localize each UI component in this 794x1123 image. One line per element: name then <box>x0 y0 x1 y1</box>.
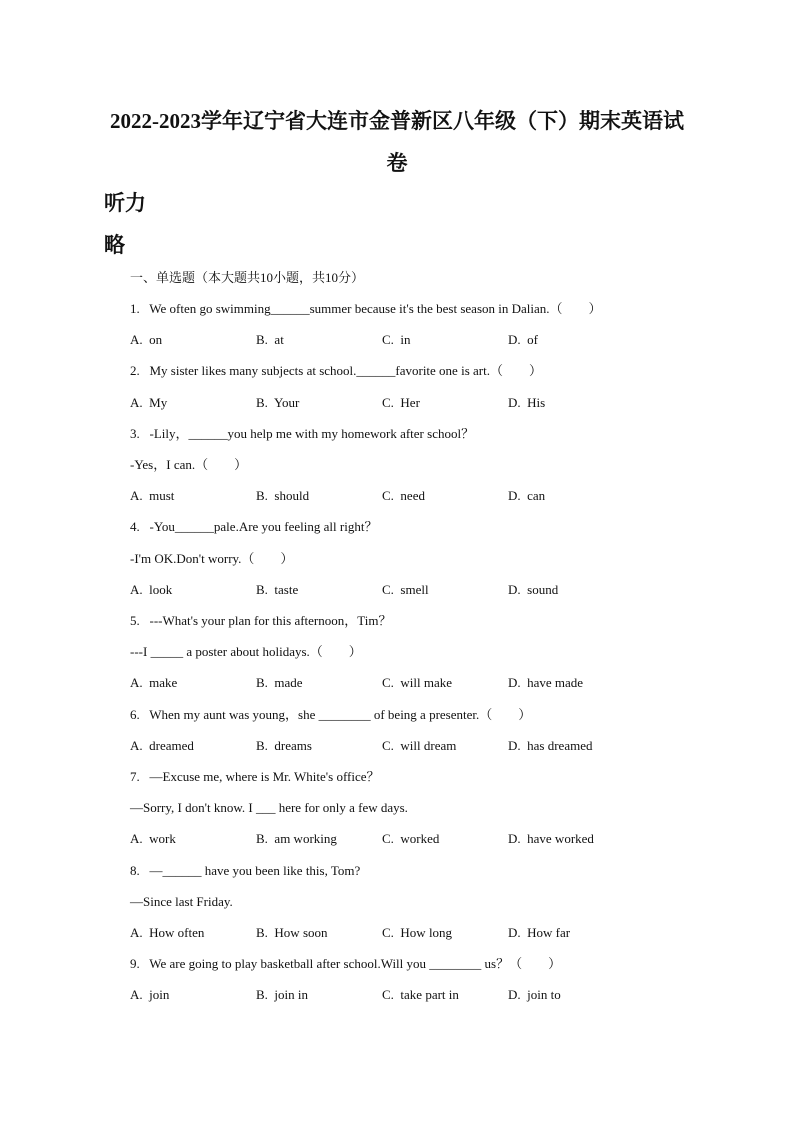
question-stem: 7. —Excuse me, where is Mr. White's office？ <box>130 769 380 784</box>
document-title <box>60 100 734 184</box>
question-stem: 3. -Lily，______you help me with my homework after school？ <box>130 425 475 441</box>
answer-option-d: D. of <box>508 332 538 348</box>
question-stem: 4. -You______pale.Are you feeling all right？ <box>130 519 378 535</box>
question-stem: 5. ---What's your plan for this afternoon，Tim？ <box>130 613 392 628</box>
answer-option-a: A. dreamed <box>130 737 194 753</box>
answer-option-b: B. join in <box>256 987 309 1003</box>
answer-option-b: B. am working <box>256 831 337 847</box>
answer-option-c: C. Her <box>382 394 420 410</box>
question-dialogue-line: —Sorry, I don't know. I ___ here for only a few days. <box>130 800 408 816</box>
answer-option-c: C. smell <box>382 581 429 597</box>
answer-option-b: B. How soon <box>256 925 328 940</box>
answer-option-a: A. How often <box>130 925 205 940</box>
answer-option-a: A. make <box>130 675 178 691</box>
question-stem: 8. —______ have you been like this, Tom? <box>130 862 361 878</box>
answer-option-b: B. at <box>256 332 284 348</box>
question-dialogue-line: —Since last Friday. <box>130 893 233 909</box>
answer-option-d: D. sound <box>508 581 559 597</box>
answer-option-a: A. must <box>130 488 175 504</box>
answer-option-d: D. have worked <box>508 831 594 847</box>
question-stem: 6. When my aunt was young，she ________ of being a presenter.（ ） <box>130 706 532 722</box>
answer-option-c: C. worked <box>382 831 440 847</box>
answer-option-b: B. Your <box>256 394 300 410</box>
question-dialogue-line: -Yes，I can.（ ） <box>130 457 248 472</box>
question-stem: 1. We often go swimming______summer because it's the best season in Dalian.（ ） <box>130 301 602 316</box>
answer-option-c: C. will make <box>382 675 453 691</box>
title-line-1: 2022-2023学年辽宁省大连市金普新区八年级（下）期末英语试 <box>110 109 684 133</box>
question-stem: 9. We are going to play basketball after school.Will you ________ us？（ ） <box>130 956 562 972</box>
answer-option-b: B. should <box>256 488 310 504</box>
answer-option-a: A. join <box>130 987 170 1003</box>
answer-option-b: B. made <box>256 675 303 691</box>
answer-option-d: D. can <box>508 488 546 504</box>
answer-option-c: C. How long <box>382 925 453 940</box>
part-heading: 一、单选题（本大题共10小题，共10分） <box>130 270 365 285</box>
section-listening-heading: 听力 <box>104 191 146 215</box>
answer-option-d: D. has dreamed <box>508 737 593 753</box>
answer-option-b: B. taste <box>256 581 299 597</box>
answer-option-a: A. on <box>130 332 163 348</box>
answer-option-a: A. look <box>130 581 173 597</box>
answer-option-c: C. in <box>382 332 411 348</box>
answer-option-a: A. My <box>130 394 168 410</box>
section-omitted-note: 略 <box>104 233 125 257</box>
question-stem: 2. My sister likes many subjects at school.______favorite one is art.（ ） <box>130 363 542 379</box>
answer-option-d: D. have made <box>508 675 584 691</box>
answer-option-c: C. will dream <box>382 737 457 753</box>
question-dialogue-line: -I'm OK.Don't worry.（ ） <box>130 550 294 566</box>
answer-option-c: C. take part in <box>382 987 459 1003</box>
answer-option-a: A. work <box>130 831 176 847</box>
answer-option-c: C. need <box>382 488 425 504</box>
answer-option-d: D. join to <box>508 987 561 1003</box>
question-dialogue-line: ---I _____ a poster about holidays.（ ） <box>130 644 362 660</box>
title-line-2: 卷 <box>386 151 408 175</box>
answer-option-d: D. His <box>508 394 546 410</box>
answer-option-b: B. dreams <box>256 737 312 753</box>
answer-option-d: D. How far <box>508 925 571 940</box>
